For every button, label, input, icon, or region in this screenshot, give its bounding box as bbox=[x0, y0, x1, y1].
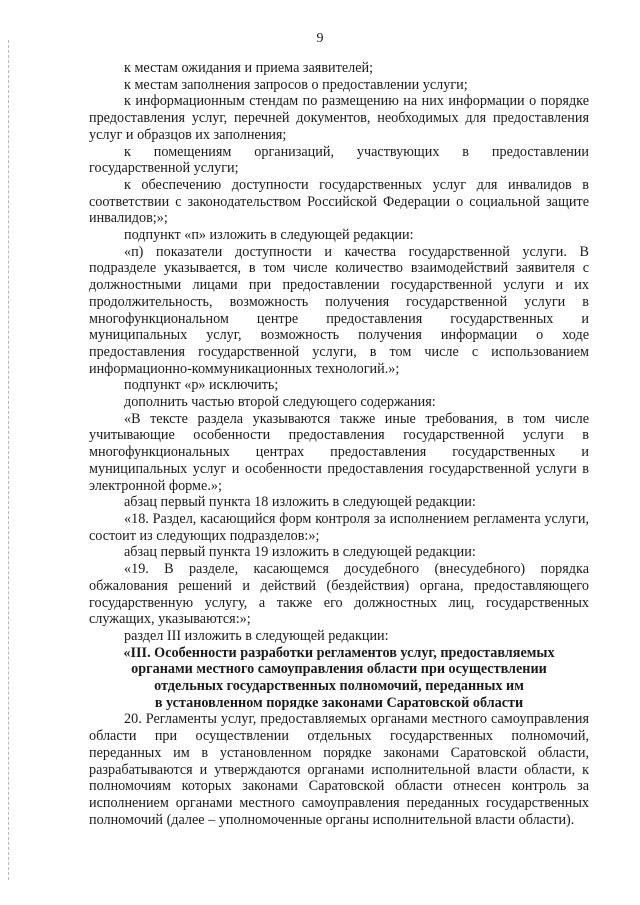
section-3-heading bbox=[89, 645, 589, 712]
paragraph-disability-access: к обеспечению доступности государственных услуг для инвалидов в соответствии с законодательством Российской Федерации о социальной защите инвалидов;»; bbox=[89, 176, 589, 227]
heading-line: «III. Особенности разработки регламентов услуг, предоставляемых bbox=[123, 644, 555, 661]
paragraph-waiting-places: к местам ожидания и приема заявителей; bbox=[124, 60, 374, 76]
paragraph-point-18-text: «18. Раздел, касающийся форм контроля за исполнением регламента услуги, состоит из следующих подразделов:»; bbox=[89, 510, 589, 544]
paragraph-second-part-text: «В тексте раздела указываются также иные требования, в том числе учитывающие особенности предоставления государственной услуги в многофункциональных центрах предоставления государственных и муниципальных услуг и особенности предоставления государственной услуги в электронной форме.»; bbox=[89, 410, 589, 494]
page-number: 9 bbox=[316, 31, 324, 46]
paragraph-subpoint-p-text: «п) показатели доступности и качества государственной услуги. В подразделе указывается, в том числе количество взаимодействий заявителя с должностными лицами при предоставлении государственной услуги и их продолжительность, возможность получения государственной услуги в многофункциональном центре предоставления государственных и муниципальных услуг, возможность получения информации о ходе предоставления государственной услуги, в том числе с использованием информационно-коммуникационных технологий.»; bbox=[89, 243, 589, 377]
paragraph-point-19-text: «19. В разделе, касающемся досудебного (внесудебного) порядка обжалования решений и действий (бездействия) органа, предоставляющего государственную услугу, а также его должностных лиц, государственных служащих, указываются:»; bbox=[89, 561, 589, 628]
heading-line: отдельных государственных полномочий, переданных им bbox=[154, 678, 524, 695]
paragraph-subpoint-r-exclude: подпункт «р» исключить; bbox=[124, 377, 279, 394]
paragraph-second-part-intro: дополнить частью второй следующего содержания: bbox=[124, 394, 436, 411]
heading-line: органами местного самоуправления области при осуществлении bbox=[131, 661, 547, 678]
paragraph-subpoint-p-intro: подпункт «п» изложить в следующей редакции: bbox=[124, 227, 414, 244]
paragraph-point-20: 20. Регламенты услуг, предоставляемых органами местного самоуправления области при осуществлении отдельных государственных полномочий, переданных им в установленном порядке законами Саратовской области, разрабатываются и утверждаются органами исполнительной власти области, к полномочиям которых законами Саратовской области отнесен контроль за исполнением органами местного самоуправления переданных государственных полномочий (далее – уполномоченные органы исполнительной власти области). bbox=[89, 711, 589, 828]
document-body bbox=[89, 60, 589, 828]
paragraph-request-places: к местам заполнения запросов о предоставлении услуги; bbox=[124, 76, 468, 93]
paragraph-point-18-intro: абзац первый пункта 18 изложить в следующей редакции: bbox=[124, 494, 476, 511]
paragraph-section-3-intro: раздел III изложить в следующей редакции: bbox=[124, 627, 389, 644]
paragraph-organization-premises: к помещениям организаций, участвующих в предоставлении государственной услуги; bbox=[89, 143, 589, 177]
scan-edge-line bbox=[8, 40, 10, 880]
paragraph-info-stands: к информационным стендам по размещению на них информации о порядке предоставления услуг, перечней документов, необходимых для предоставления услуг и образцов их заполнения; bbox=[89, 93, 589, 143]
heading-line: в установленном порядке законами Саратовской области bbox=[154, 694, 524, 711]
paragraph-point-19-intro: абзац первый пункта 19 изложить в следующей редакции: bbox=[124, 544, 476, 561]
